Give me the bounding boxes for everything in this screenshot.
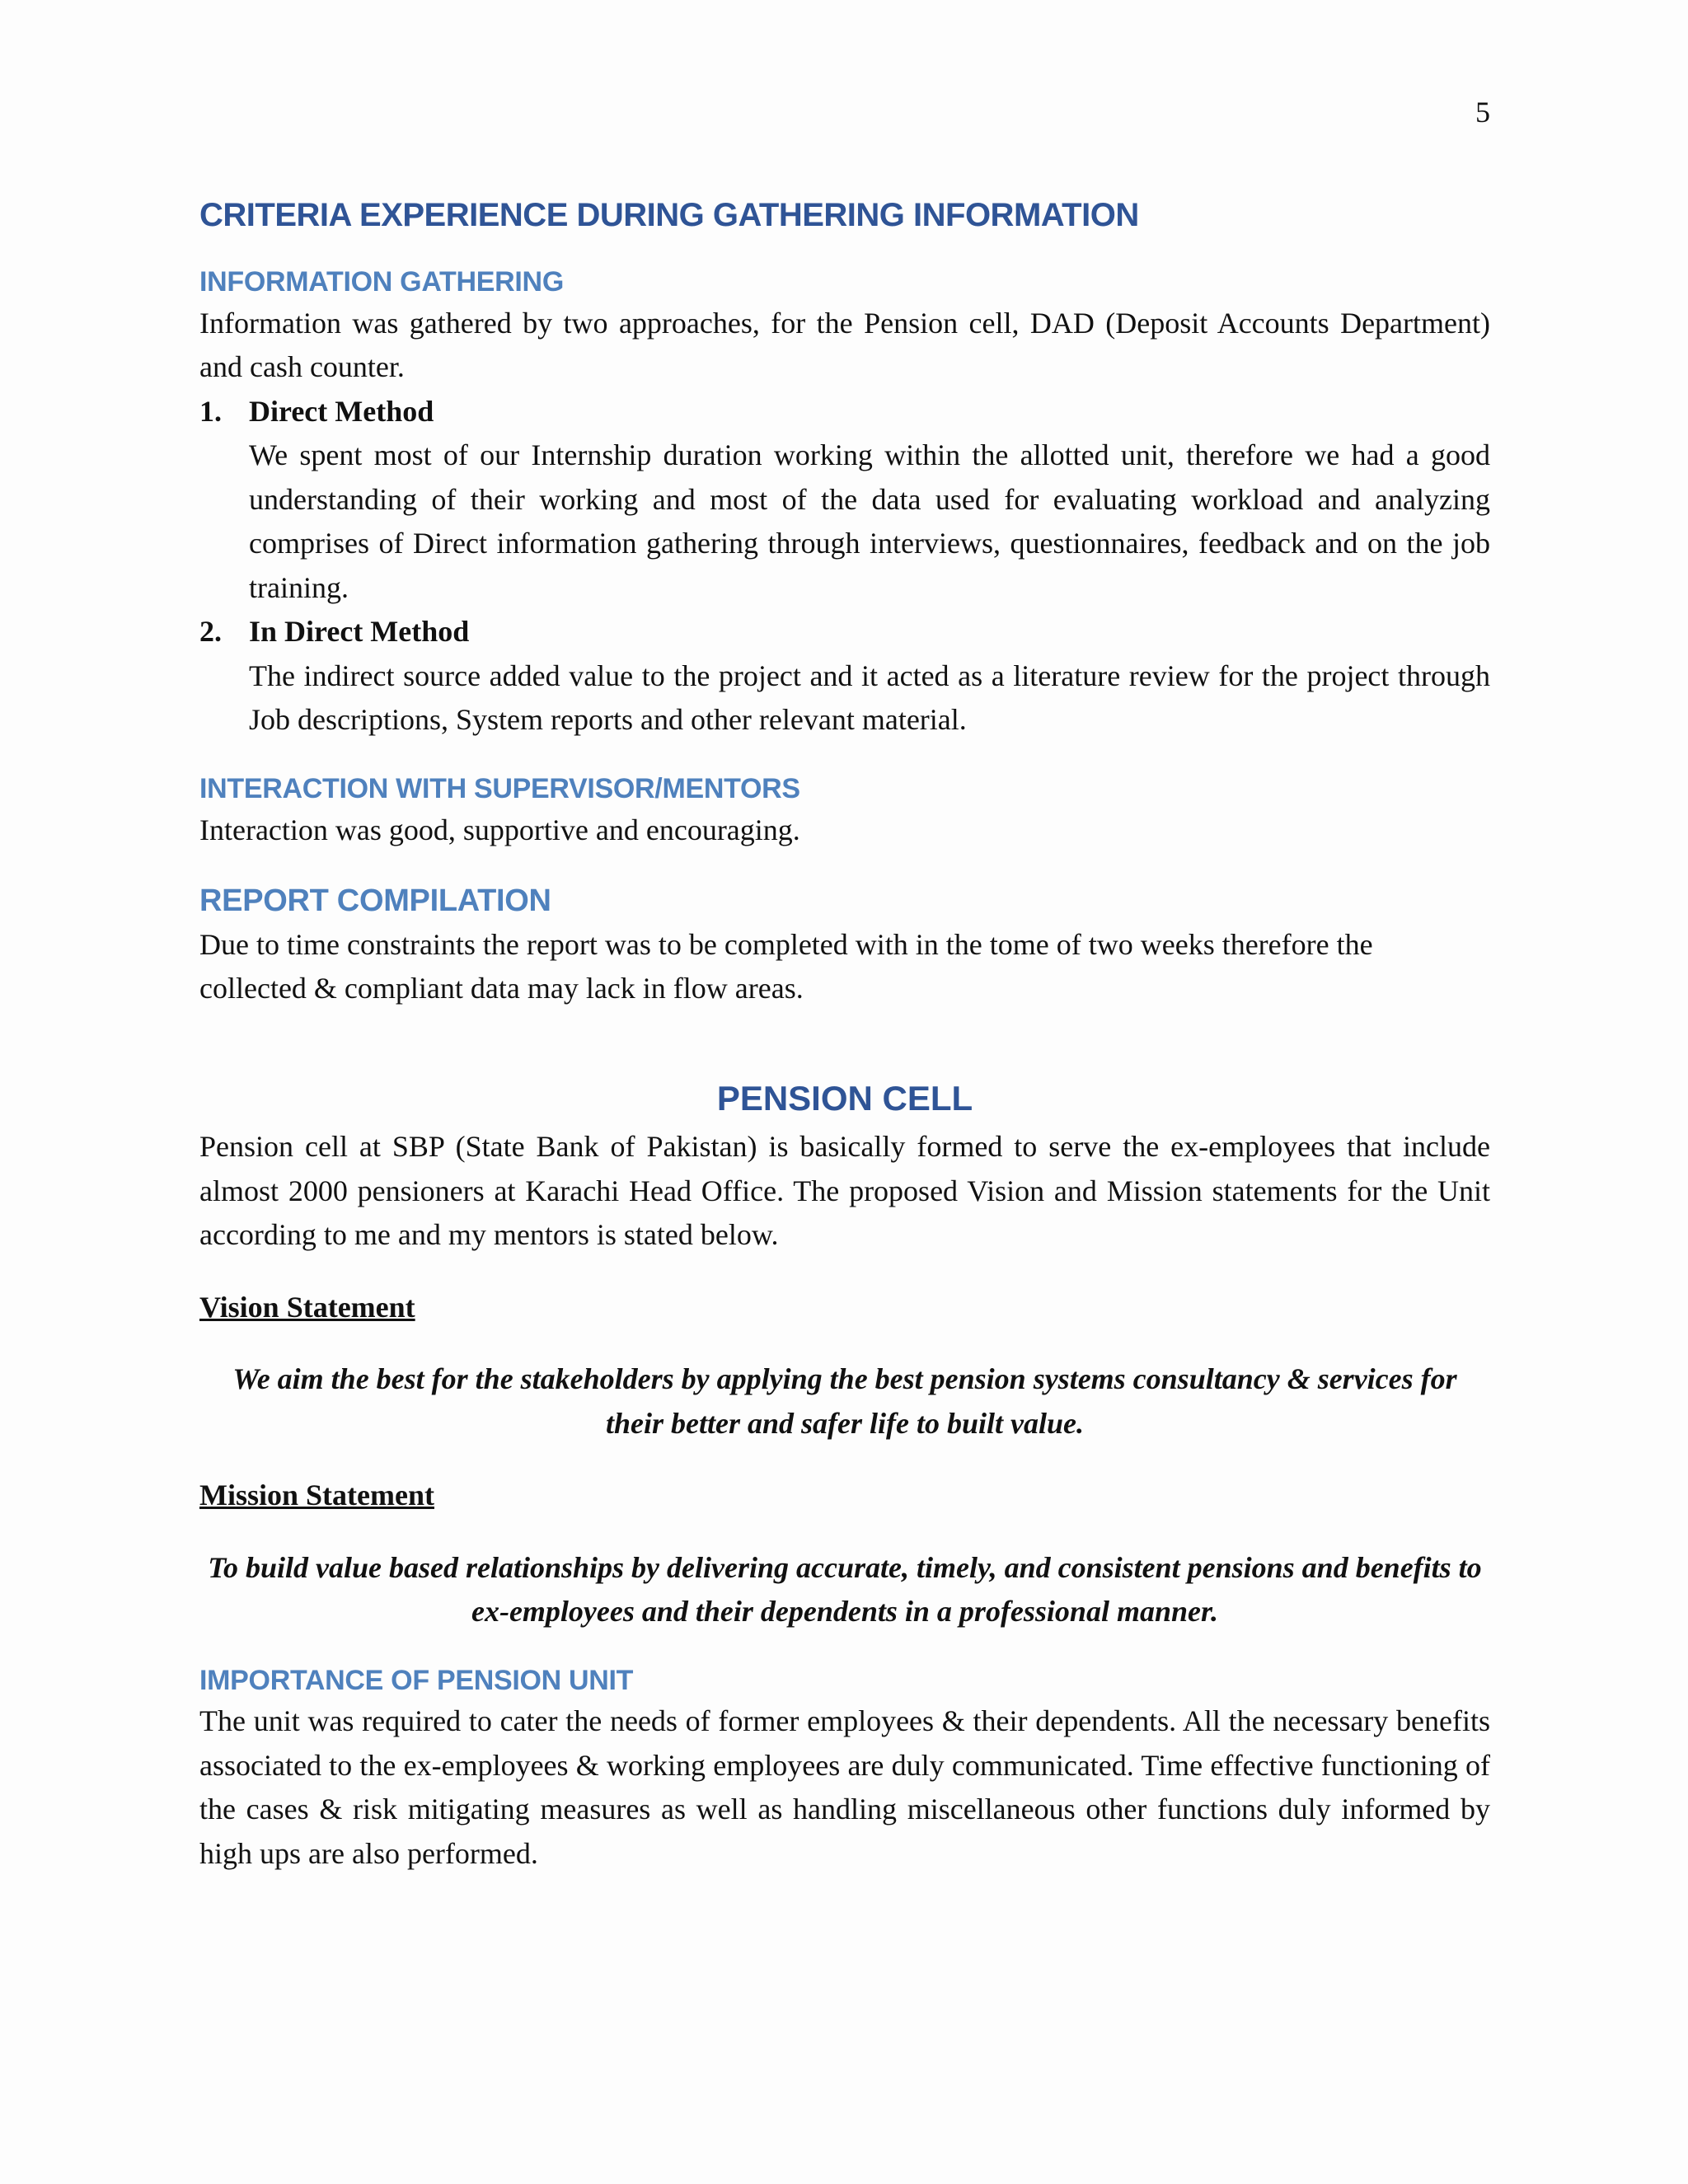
mission-heading: Mission Statement <box>199 1479 434 1512</box>
importance-text: The unit was required to cater the needs of former employees & their dependents. All the necessary benefits associated to the ex-employees & working employees are duly communicated. Time effective functioning of the cases & risk mitigating measures as well as handling miscellaneous other functions duly informed by high ups are also performed. <box>199 1704 1490 1870</box>
method-list-item <box>199 390 1490 434</box>
direct-method-title: Direct Method <box>249 394 434 428</box>
method-list-item <box>199 610 1490 654</box>
pension-cell-title: PENSION CELL <box>716 1078 973 1118</box>
information-gathering-heading: INFORMATION GATHERING <box>199 266 564 298</box>
report-compilation-heading: REPORT COMPILATION <box>199 883 551 919</box>
vision-statement: We aim the best for the stakeholders by applying the best pension systems consultancy & services for their better and safer life to built value. <box>232 1362 1457 1440</box>
method-list <box>199 390 1490 743</box>
indirect-method-text: The indirect source added value to the project and it acted as a literature review for the project through Job descriptions, System reports and other relevant material. <box>249 658 1490 737</box>
pension-cell-intro: Pension cell at SBP (State Bank of Pakistan) is basically formed to serve the ex-employees that include almost 2000 pensioners at Karachi Head Office. The proposed Vision and Mission statements for the Unit according to me and my mentors is stated below. <box>199 1130 1490 1252</box>
main-title: CRITERIA EXPERIENCE DURING GATHERING INFORMATION <box>199 197 1139 233</box>
pension-cell-section <box>199 1077 1490 1634</box>
report-compilation-section <box>199 880 1490 1010</box>
information-gathering-intro: Information was gathered by two approaches, for the Pension cell, DAD (Deposit Accounts Department) and cash counter. <box>199 306 1490 384</box>
list-number: 1. <box>199 394 222 428</box>
list-number: 2. <box>199 615 222 649</box>
vision-heading: Vision Statement <box>199 1290 415 1324</box>
mission-statement: To build value based relationships by delivering accurate, timely, and consistent pensions and benefits to ex-employees and their dependents in a professional manner. <box>208 1550 1482 1629</box>
importance-section <box>199 1662 1490 1877</box>
page-content <box>199 194 1490 1876</box>
indirect-method-title: In Direct Method <box>249 615 470 649</box>
information-gathering-section <box>199 264 1490 743</box>
page-number: 5 <box>1475 96 1490 129</box>
report-compilation-text: Due to time constraints the report was to be completed with in the tome of two weeks therefore the collected & compliant data may lack in flow areas. <box>199 927 1373 1005</box>
interaction-section <box>199 771 1490 852</box>
direct-method-text: We spent most of our Internship duration working within the allotted unit, therefore we had a good understanding of their working and most of the data used for evaluating workload and analyzing comprises of Direct information gathering through interviews, questionnaires, feedback and on the job training. <box>249 438 1490 604</box>
importance-heading: IMPORTANCE OF PENSION UNIT <box>199 1664 634 1696</box>
interaction-text: Interaction was good, supportive and encouraging. <box>199 813 800 846</box>
interaction-heading: INTERACTION WITH SUPERVISOR/MENTORS <box>199 772 800 804</box>
